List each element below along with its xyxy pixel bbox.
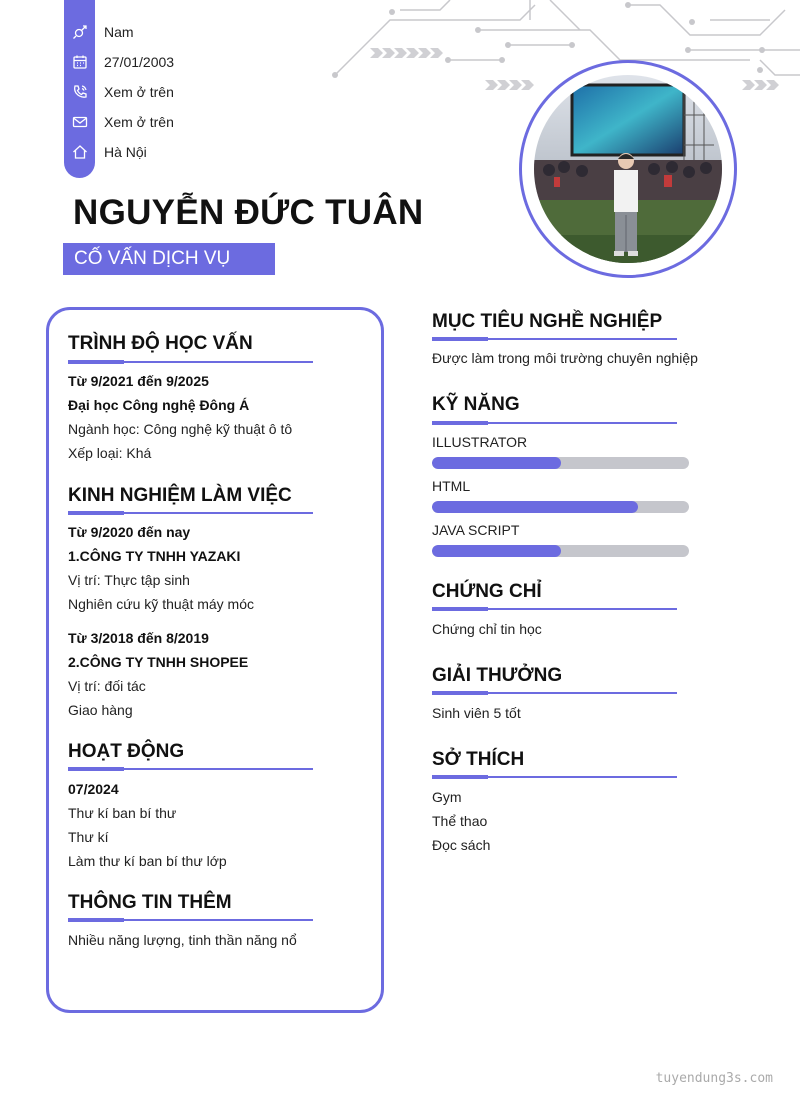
contact-address [64,140,364,164]
objective-title: MỤC TIÊU NGHỀ NGHIỆP [432,311,663,332]
phone-text: Xem ở trên [104,84,174,100]
birthdate-text: 27/01/2003 [104,54,175,70]
hobby-item: Đọc sách [432,837,491,853]
objective-text: Được làm trong môi trường chuyên nghiệp [432,350,698,366]
activities-title: HOẠT ĐỘNG [68,741,185,762]
skill-name: HTML [432,478,471,494]
job-2-period: Từ 3/2018 đến 8/2019 [68,630,209,646]
skill-bar-javascript [432,545,689,557]
hobbies-underline [432,776,677,778]
skill-bar-html [432,501,689,513]
job-2-desc: Giao hàng [68,702,133,718]
certificates-text: Chứng chỉ tin học [432,621,542,637]
skill-fill [432,545,561,557]
job-2-company: 2.CÔNG TY TNHH SHOPEE [68,654,249,670]
address-text: Hà Nội [104,144,147,160]
contact-birthdate [64,50,364,74]
extra-text: Nhiều năng lượng, tinh thần năng nổ [68,932,297,948]
education-period: Từ 9/2021 đến 9/2025 [68,373,209,389]
calendar-icon [64,54,95,70]
gender-text: Nam [104,24,134,40]
profile-photo [534,75,722,263]
certificates-underline [432,608,677,610]
job-1-position: Vị trí: Thực tập sinh [68,572,190,588]
education-underline [68,361,313,363]
awards-underline [432,692,677,694]
job-1-period: Từ 9/2020 đến nay [68,524,191,540]
experience-underline [68,512,313,514]
activities-underline [68,768,313,770]
activity-item: Làm thư kí ban bí thư lớp [68,853,227,869]
education-major: Ngành học: Công nghệ kỹ thuật ô tô [68,421,293,437]
skill-fill [432,501,638,513]
hobby-item: Gym [432,789,462,805]
gender-icon [64,24,95,40]
job-1-company: 1.CÔNG TY TNHH YAZAKI [68,548,241,564]
education-title: TRÌNH ĐỘ HỌC VẤN [68,333,253,354]
contact-phone [64,80,364,104]
skill-name: JAVA SCRIPT [432,522,520,538]
skill-fill [432,457,561,469]
extra-title: THÔNG TIN THÊM [68,892,232,913]
extra-underline [68,919,313,921]
home-icon [64,144,95,160]
awards-text: Sinh viên 5 tốt [432,705,521,721]
experience-title: KINH NGHIỆM LÀM VIỆC [68,485,292,506]
phone-icon [64,84,95,100]
skills-title: KỸ NĂNG [432,394,520,415]
contact-email [64,110,364,134]
skill-name: ILLUSTRATOR [432,434,528,450]
skill-bar-illustrator [432,457,689,469]
candidate-role: CỐ VẤN DỊCH VỤ [63,243,275,275]
photo-frame [519,60,737,278]
activities-date: 07/2024 [68,781,119,797]
skills-underline [432,422,677,424]
job-2-position: Vị trí: đối tác [68,678,146,694]
candidate-name: NGUYỄN ĐỨC TUÂN [73,193,424,232]
certificates-title: CHỨNG CHỈ [432,581,542,602]
hobbies-title: SỞ THÍCH [432,749,525,770]
activity-item: Thư kí ban bí thư [68,805,177,821]
hobby-item: Thể thao [432,813,488,829]
education-grade: Xếp loại: Khá [68,445,152,461]
objective-underline [432,338,677,340]
awards-title: GIẢI THƯỞNG [432,665,563,686]
job-1-desc: Nghiên cứu kỹ thuật máy móc [68,596,255,612]
activity-item: Thư kí [68,829,109,845]
email-text: Xem ở trên [104,114,174,130]
watermark: tuyendung3s.com [655,1071,773,1086]
education-school: Đại học Công nghệ Đông Á [68,397,250,413]
contact-gender [64,20,364,44]
mail-icon [64,114,95,130]
